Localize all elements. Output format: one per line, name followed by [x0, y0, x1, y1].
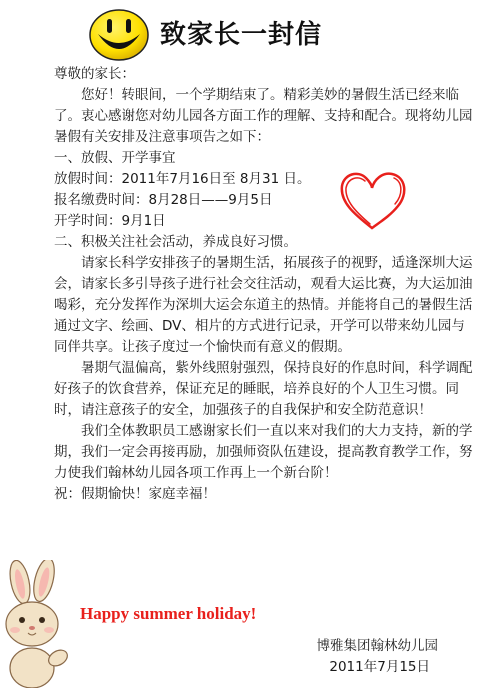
wishes: 祝：假期愉快！家庭幸福！ — [54, 486, 216, 502]
school-start: 开学时间：9月1日 — [54, 213, 166, 229]
section2-heading: 二、积极关注社会活动，养成良好习惯。 — [54, 234, 297, 250]
letter-body — [54, 64, 474, 505]
signature-date: 2011年7月15日 — [329, 659, 430, 675]
signature-org: 博雅集团翰林幼儿园 — [316, 638, 438, 654]
intro-paragraph: 您好！转眼间，一个学期结束了。精彩美妙的暑假生活已经来临了。衷心感谢您对幼儿园各方面工作的理解、支持和配合。现将幼儿园暑假有关安排及注意事项告之如下： — [54, 87, 473, 145]
smiley-face-icon — [88, 6, 150, 62]
heart-icon — [336, 168, 410, 234]
section1-heading: 一、放假、开学事宜 — [54, 150, 176, 166]
safety-paragraph: 暑期气温偏高，紫外线照射强烈，保持良好的作息时间，科学调配好孩子的饮食营养，保证充足的睡眠，培养良好的个人卫生习惯。同时，请注意孩子的安全，加强孩子的自我保护和安全防范意识！ — [54, 360, 473, 418]
holiday-time: 放假时间：2011年7月16日至 8月31 日。 — [54, 171, 311, 187]
page-title: 致家长一封信 — [160, 20, 323, 50]
signature-block — [317, 636, 439, 678]
registration-time: 报名缴费时间：8月28日——9月5日 — [54, 192, 273, 208]
bunny-icon — [0, 560, 74, 688]
thanks-paragraph: 我们全体教职员工感谢家长们一直以来对我们的大力支持，新的学期，我们一定会再接再励，加强师资队伍建设，提高教育教学工作，努力使我们翰林幼儿园各项工作再上一个新台阶！ — [54, 423, 473, 481]
activities-paragraph: 请家长科学安排孩子的暑期生活，拓展孩子的视野，适逢深圳大运会，请家长多引导孩子进行社会交往活动，观看大运比赛，为大运加油喝彩，充分发挥作为深圳大运会东道主的热情。并能将自己的暑假生活通过文字、绘画、DV、相片的方式进行记录，开学可以带来幼儿园与同伴共享。让孩子度过一个愉快而有意义的假期。 — [54, 255, 473, 355]
happy-summer-banner: Happy summer holiday! — [80, 604, 257, 623]
greeting: 尊敬的家长： — [54, 66, 135, 82]
